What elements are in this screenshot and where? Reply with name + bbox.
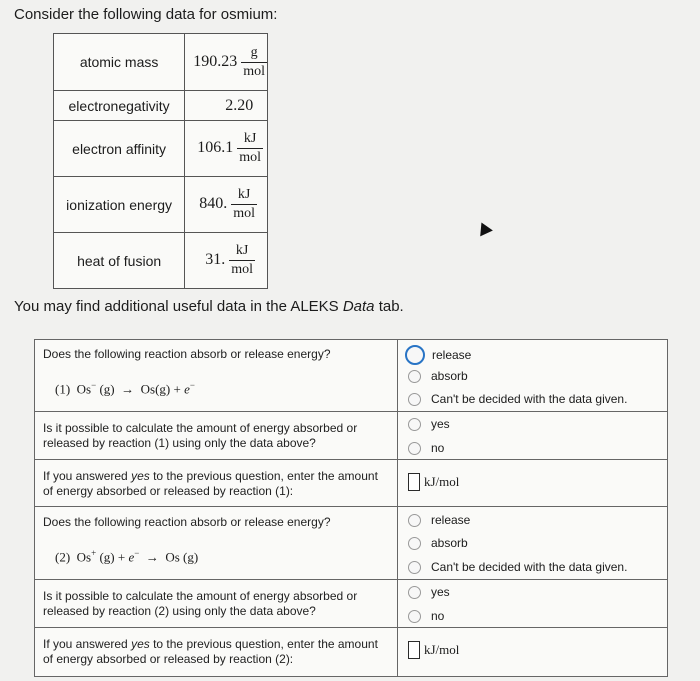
q2-possible-question: Is it possible to calculate the amount of energy absorbed or released by reaction (2) using only the data above?	[43, 589, 358, 618]
table-row	[54, 34, 268, 91]
intro-text: Consider the following data for osmium:	[14, 6, 278, 23]
q2-option-yes[interactable]: yes	[408, 585, 450, 599]
row-divider	[35, 411, 667, 412]
property-label: atomic mass	[54, 34, 185, 91]
q1-possible-question: Is it possible to calculate the amount of energy absorbed or released by reaction (1) using only the data above?	[43, 421, 358, 450]
q1-question: Does the following reaction absorb or release energy?	[43, 347, 331, 361]
radio-icon[interactable]	[408, 586, 421, 599]
table-row	[54, 91, 268, 121]
q1-option-undecided[interactable]: Can't be decided with the data given.	[408, 392, 627, 406]
q2-question: Does the following reaction absorb or release energy?	[43, 515, 331, 529]
q2-amount-entry: kJ/mol	[408, 641, 459, 659]
row-divider	[35, 627, 667, 628]
radio-icon[interactable]	[408, 418, 421, 431]
radio-icon[interactable]	[408, 393, 421, 406]
radio-icon[interactable]	[408, 561, 421, 574]
mouse-cursor-icon	[475, 220, 493, 237]
radio-icon[interactable]	[408, 537, 421, 550]
q2-option-release[interactable]: release	[408, 513, 470, 527]
column-divider	[397, 340, 398, 676]
radio-icon[interactable]	[408, 514, 421, 527]
q1-reaction: (1) Os− (g) → Os(g) + e−	[55, 380, 195, 397]
property-label: ionization energy	[54, 177, 185, 233]
q1-amount-input[interactable]	[408, 473, 420, 491]
q2-reaction: (2) Os+ (g) + e− → Os (g)	[55, 548, 199, 565]
q2-option-undecided[interactable]: Can't be decided with the data given.	[408, 560, 627, 574]
radio-icon[interactable]	[408, 442, 421, 455]
property-label: heat of fusion	[54, 233, 185, 289]
property-value: 106.1 $\frac{kJ}{\text{mol}}$	[185, 121, 268, 177]
q2-amount-question: If you answered yes to the previous question, enter the amount of energy absorbed or released by reaction (2):	[43, 637, 378, 666]
property-value: 840. $\frac{kJ}{\text{mol}}$	[185, 177, 268, 233]
radio-selected-icon[interactable]	[405, 345, 425, 365]
data-tab-note: You may find additional useful data in the ALEKS Data tab.	[14, 298, 404, 315]
property-value: 2.20	[185, 91, 268, 121]
q1-amount-entry: kJ/mol	[408, 473, 459, 491]
q2-option-no[interactable]: no	[408, 609, 444, 623]
row-divider	[35, 579, 667, 580]
table-row	[54, 233, 268, 289]
property-value: 31. $\frac{kJ}{\text{mol}}$	[185, 233, 268, 289]
q1-option-release[interactable]: release	[408, 345, 471, 365]
table-row	[54, 177, 268, 233]
row-divider	[35, 506, 667, 507]
property-label: electronegativity	[54, 91, 185, 121]
q1-amount-question: If you answered yes to the previous question, enter the amount of energy absorbed or released by reaction (1):	[43, 469, 378, 498]
osmium-data-table	[53, 33, 268, 289]
q1-option-no[interactable]: no	[408, 441, 444, 455]
property-value: 190.23 $\frac{g}{\text{mol}}$	[185, 34, 268, 91]
q1-option-absorb[interactable]: absorb	[408, 369, 468, 383]
questions-panel	[34, 339, 668, 677]
q1-option-yes[interactable]: yes	[408, 417, 450, 431]
table-row	[54, 121, 268, 177]
q2-amount-input[interactable]	[408, 641, 420, 659]
row-divider	[35, 459, 667, 460]
q2-option-absorb[interactable]: absorb	[408, 536, 468, 550]
property-label: electron affinity	[54, 121, 185, 177]
radio-icon[interactable]	[408, 370, 421, 383]
radio-icon[interactable]	[408, 610, 421, 623]
